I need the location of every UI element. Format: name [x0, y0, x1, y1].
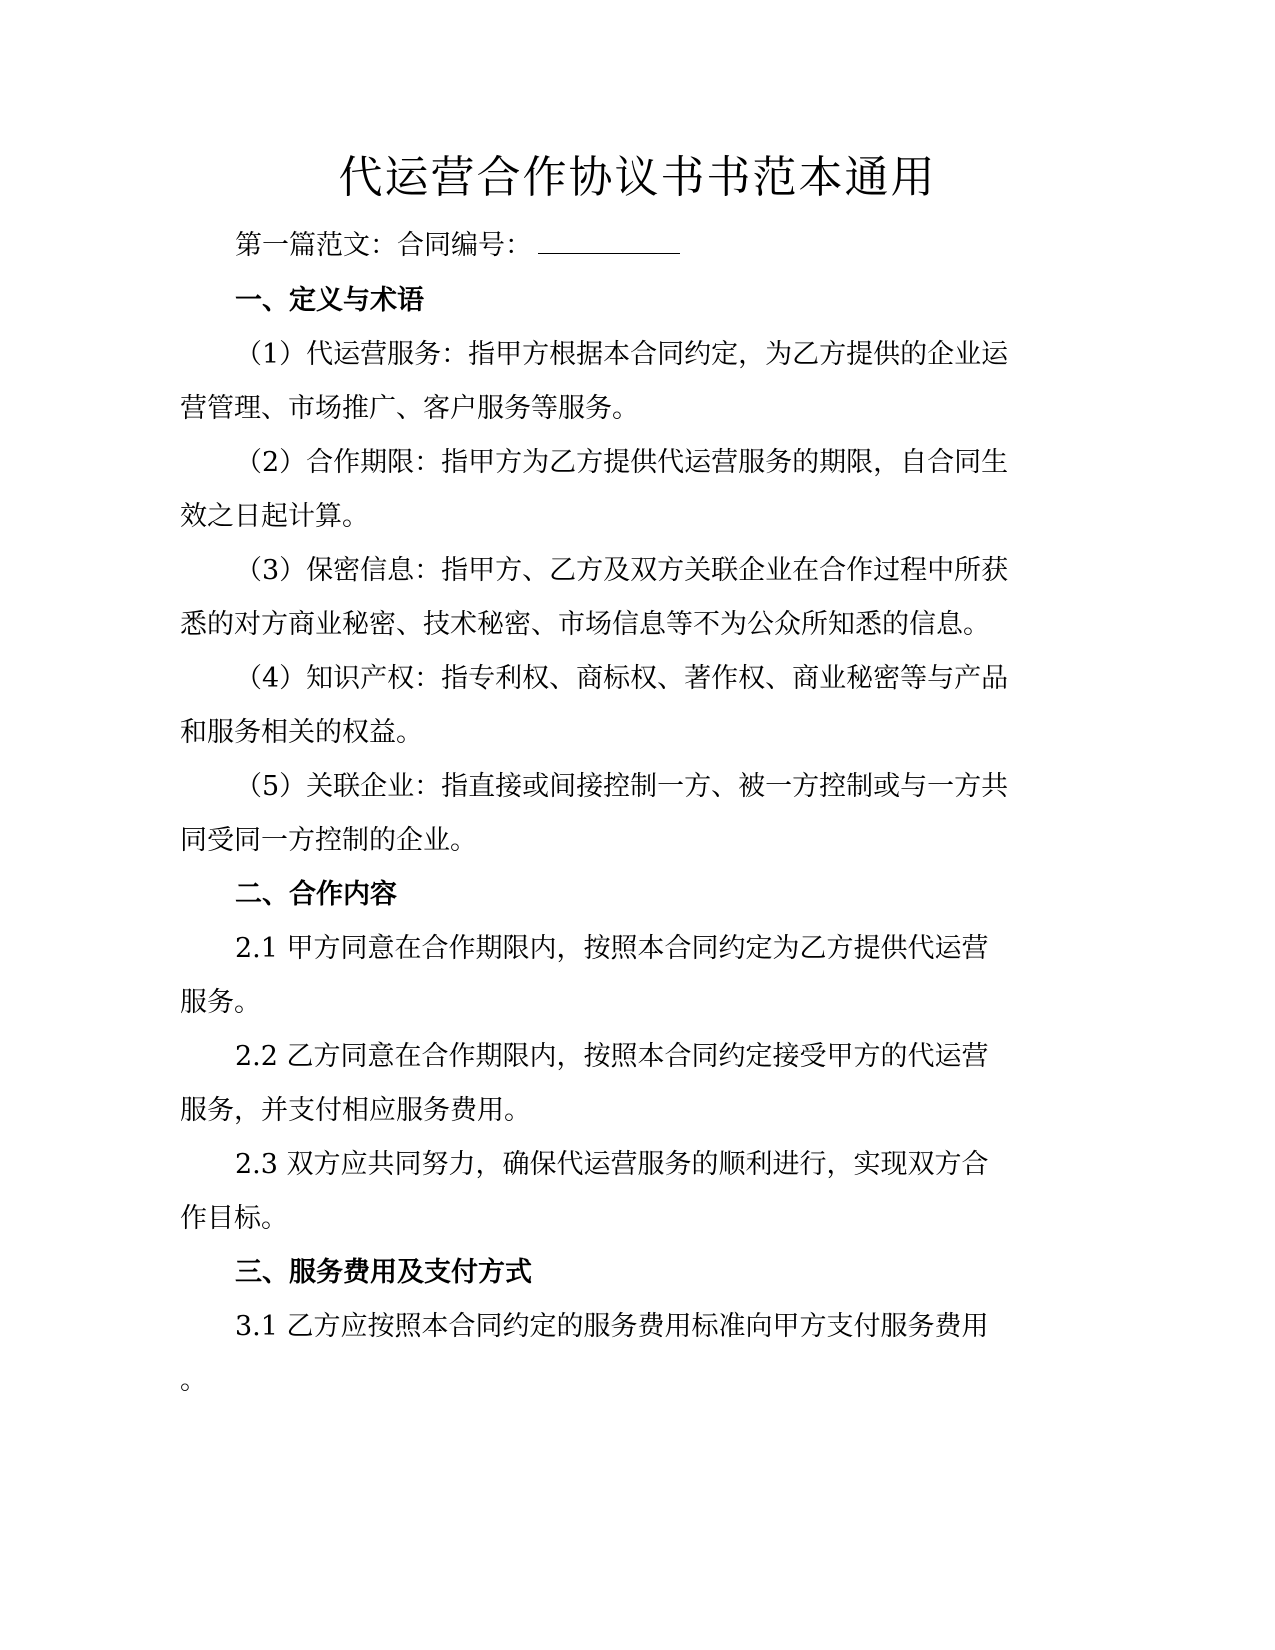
- contract-number-blank: [538, 227, 680, 254]
- paragraph-line: （5）关联企业：指直接或间接控制一方、被一方控制或与一方共: [235, 771, 1009, 802]
- paragraph-line: 营管理、市场推广、客户服务等服务。: [180, 393, 639, 424]
- paragraph-line: 2.1 甲方同意在合作期限内，按照本合同约定为乙方提供代运营: [235, 933, 989, 964]
- section-heading: 三、服务费用及支付方式: [235, 1257, 532, 1288]
- paragraph-line: 2.2 乙方同意在合作期限内，按照本合同约定接受甲方的代运营: [235, 1041, 989, 1072]
- paragraph-line: 同受同一方控制的企业。: [180, 825, 477, 856]
- section-heading: 二、合作内容: [235, 879, 397, 910]
- contract-number-line: [235, 226, 680, 266]
- paragraph-line: （4）知识产权：指专利权、商标权、著作权、商业秘密等与产品: [235, 663, 1009, 694]
- paragraph-line: 3.1 乙方应按照本合同约定的服务费用标准向甲方支付服务费用: [235, 1311, 989, 1342]
- paragraph-line: （3）保密信息：指甲方、乙方及双方关联企业在合作过程中所获: [235, 555, 1009, 586]
- paragraph-line: 作目标。: [180, 1203, 288, 1234]
- paragraph-line: 悉的对方商业秘密、技术秘密、市场信息等不为公众所知悉的信息。: [180, 609, 990, 640]
- paragraph-line: 服务。: [180, 987, 261, 1018]
- paragraph-line: 和服务相关的权益。: [180, 717, 423, 748]
- contract-number-label: 第一篇范文：合同编号：: [235, 230, 532, 261]
- paragraph-line: 服务，并支付相应服务费用。: [180, 1095, 531, 1126]
- paragraph-line: （2）合作期限：指甲方为乙方提供代运营服务的期限，自合同生: [235, 447, 1009, 478]
- paragraph-line: 效之日起计算。: [180, 501, 369, 532]
- document-title: 代运营合作协议书书范本通用: [338, 152, 937, 203]
- paragraph-line: 2.3 双方应共同努力，确保代运营服务的顺利进行，实现双方合: [235, 1149, 989, 1180]
- paragraph-line: 。: [180, 1365, 207, 1396]
- section-heading: 一、定义与术语: [235, 285, 424, 316]
- paragraph-line: （1）代运营服务：指甲方根据本合同约定，为乙方提供的企业运: [235, 339, 1009, 370]
